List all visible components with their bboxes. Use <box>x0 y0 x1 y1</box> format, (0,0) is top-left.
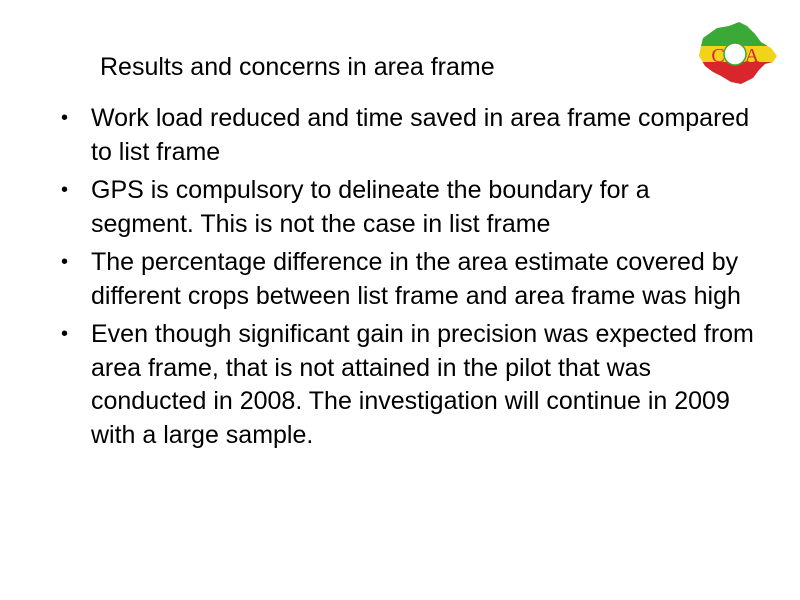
bullet-text: The percentage difference in the area estimate covered by different crops between list frame and area frame was high <box>91 248 741 310</box>
csa-logo <box>695 18 780 93</box>
logo-letter-s: S <box>730 26 742 48</box>
bullet-dot-icon: • <box>61 107 69 129</box>
bullet-text: Even though significant gain in precision was expected from area frame, that is not attained in the pilot that was conducted in 2008. The investigation will continue in 2009 with a large sample. <box>91 320 754 449</box>
bullet-item <box>55 102 755 169</box>
bullet-text: Work load reduced and time saved in area frame compared to list frame <box>91 104 750 166</box>
bullet-item <box>55 246 755 313</box>
slide-title: Results and concerns in area frame <box>100 53 495 81</box>
bullet-dot-icon: • <box>61 323 69 345</box>
bullet-dot-icon: • <box>61 179 69 201</box>
bullet-item <box>55 318 755 452</box>
bullet-dot-icon: • <box>61 251 69 273</box>
bullet-list <box>55 102 755 457</box>
bullet-item <box>55 174 755 241</box>
logo-letter-c: C <box>711 45 725 67</box>
bullet-text: GPS is compulsory to delineate the boundary for a segment. This is not the case in list frame <box>91 176 650 238</box>
logo-letter-a: A <box>744 45 760 67</box>
